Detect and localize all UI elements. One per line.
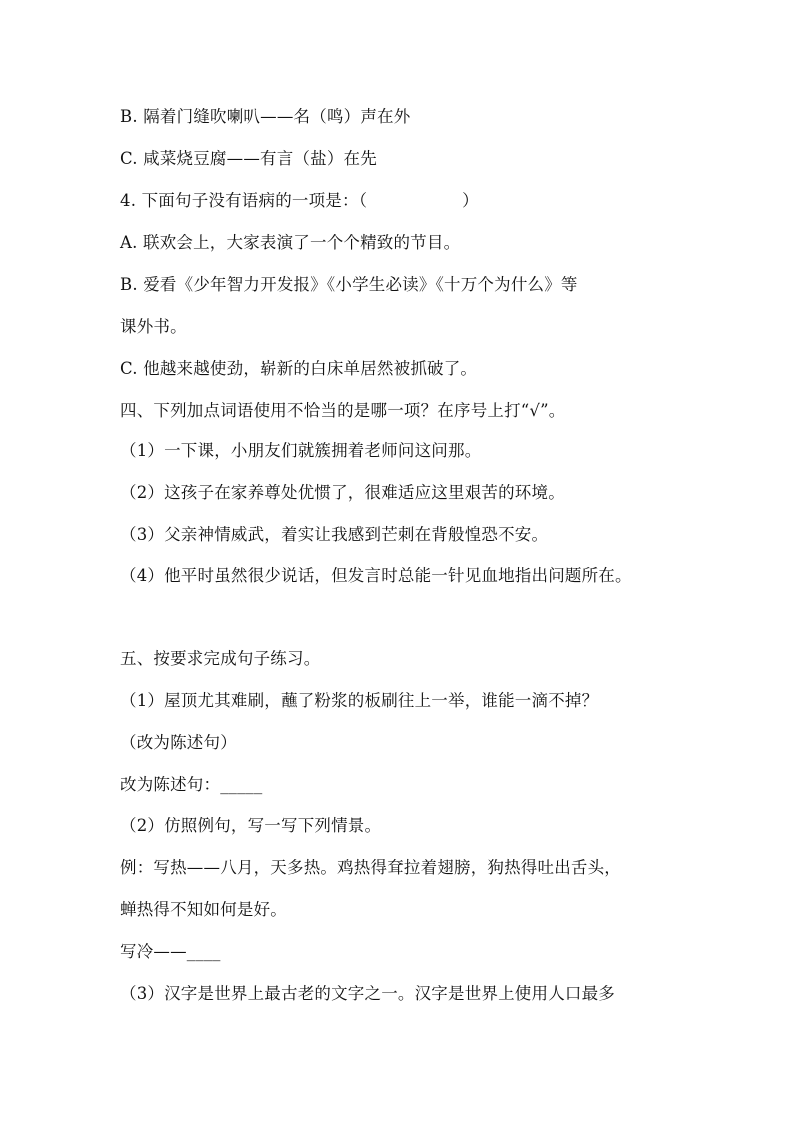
section-5-item-1-answer[interactable]: 改为陈述句：_____ bbox=[120, 775, 263, 794]
section-4-item-4: （4）他平时虽然很少说话，但发言时总能一针见血地指出问题所在。 bbox=[120, 566, 632, 585]
question-4-prompt bbox=[120, 191, 479, 211]
section-5-item-1-instruction: （改为陈述句） bbox=[120, 733, 237, 752]
section-5-heading: 五、按要求完成句子练习。 bbox=[120, 649, 321, 668]
section-5-item-2-answer[interactable]: 写冷——____ bbox=[120, 942, 221, 961]
section-5-item-2: （2）仿照例句，写一写下列情景。 bbox=[120, 816, 382, 835]
section-4-item-3: （3）父亲神情威武，着实让我感到芒刺在背般惶恐不安。 bbox=[120, 525, 549, 544]
section-4-heading: 四、下列加点词语使用不恰当的是哪一项？在序号上打“√”。 bbox=[120, 401, 566, 420]
section-5-item-3: （3）汉字是世界上最古老的文字之一。汉字是世界上使用人口最多 bbox=[120, 984, 615, 1003]
section-4-item-1: （1）一下课，小朋友们就簇拥着老师问这问那。 bbox=[120, 441, 482, 460]
section-5-example-line-1: 例：写热——八月，天多热。鸡热得耷拉着翅膀，狗热得吐出舌头， bbox=[120, 858, 621, 877]
q4-option-b: B. 爱看《少年智力开发报》《小学生必读》《十万个为什么》等 bbox=[120, 275, 578, 294]
section-5-item-1: （1）屋顶尤其难刷，蘸了粉浆的板刷往上一举，谁能一滴不掉？ bbox=[120, 691, 599, 710]
option-b-text: B. 隔着门缝吹喇叭——名（鸣）声在外 bbox=[120, 107, 411, 126]
section-4-item-2: （2）这孩子在家养尊处优惯了，很难适应这里艰苦的环境。 bbox=[120, 483, 565, 502]
question-4-text: 4. 下面句子没有语病的一项是：（ bbox=[120, 191, 368, 210]
section-5-example-line-2: 蝉热得不知如何是好。 bbox=[120, 900, 287, 919]
q4-option-b-continued: 课外书。 bbox=[120, 317, 187, 336]
q4-option-c: C. 他越来越使劲，崭新的白床单居然被抓破了。 bbox=[120, 359, 478, 378]
option-c-text: C. 咸菜烧豆腐——有言（盐）在先 bbox=[120, 149, 377, 168]
q4-option-a: A. 联欢会上，大家表演了一个个精致的节目。 bbox=[120, 233, 461, 252]
question-4-close-paren: ） bbox=[462, 191, 479, 210]
